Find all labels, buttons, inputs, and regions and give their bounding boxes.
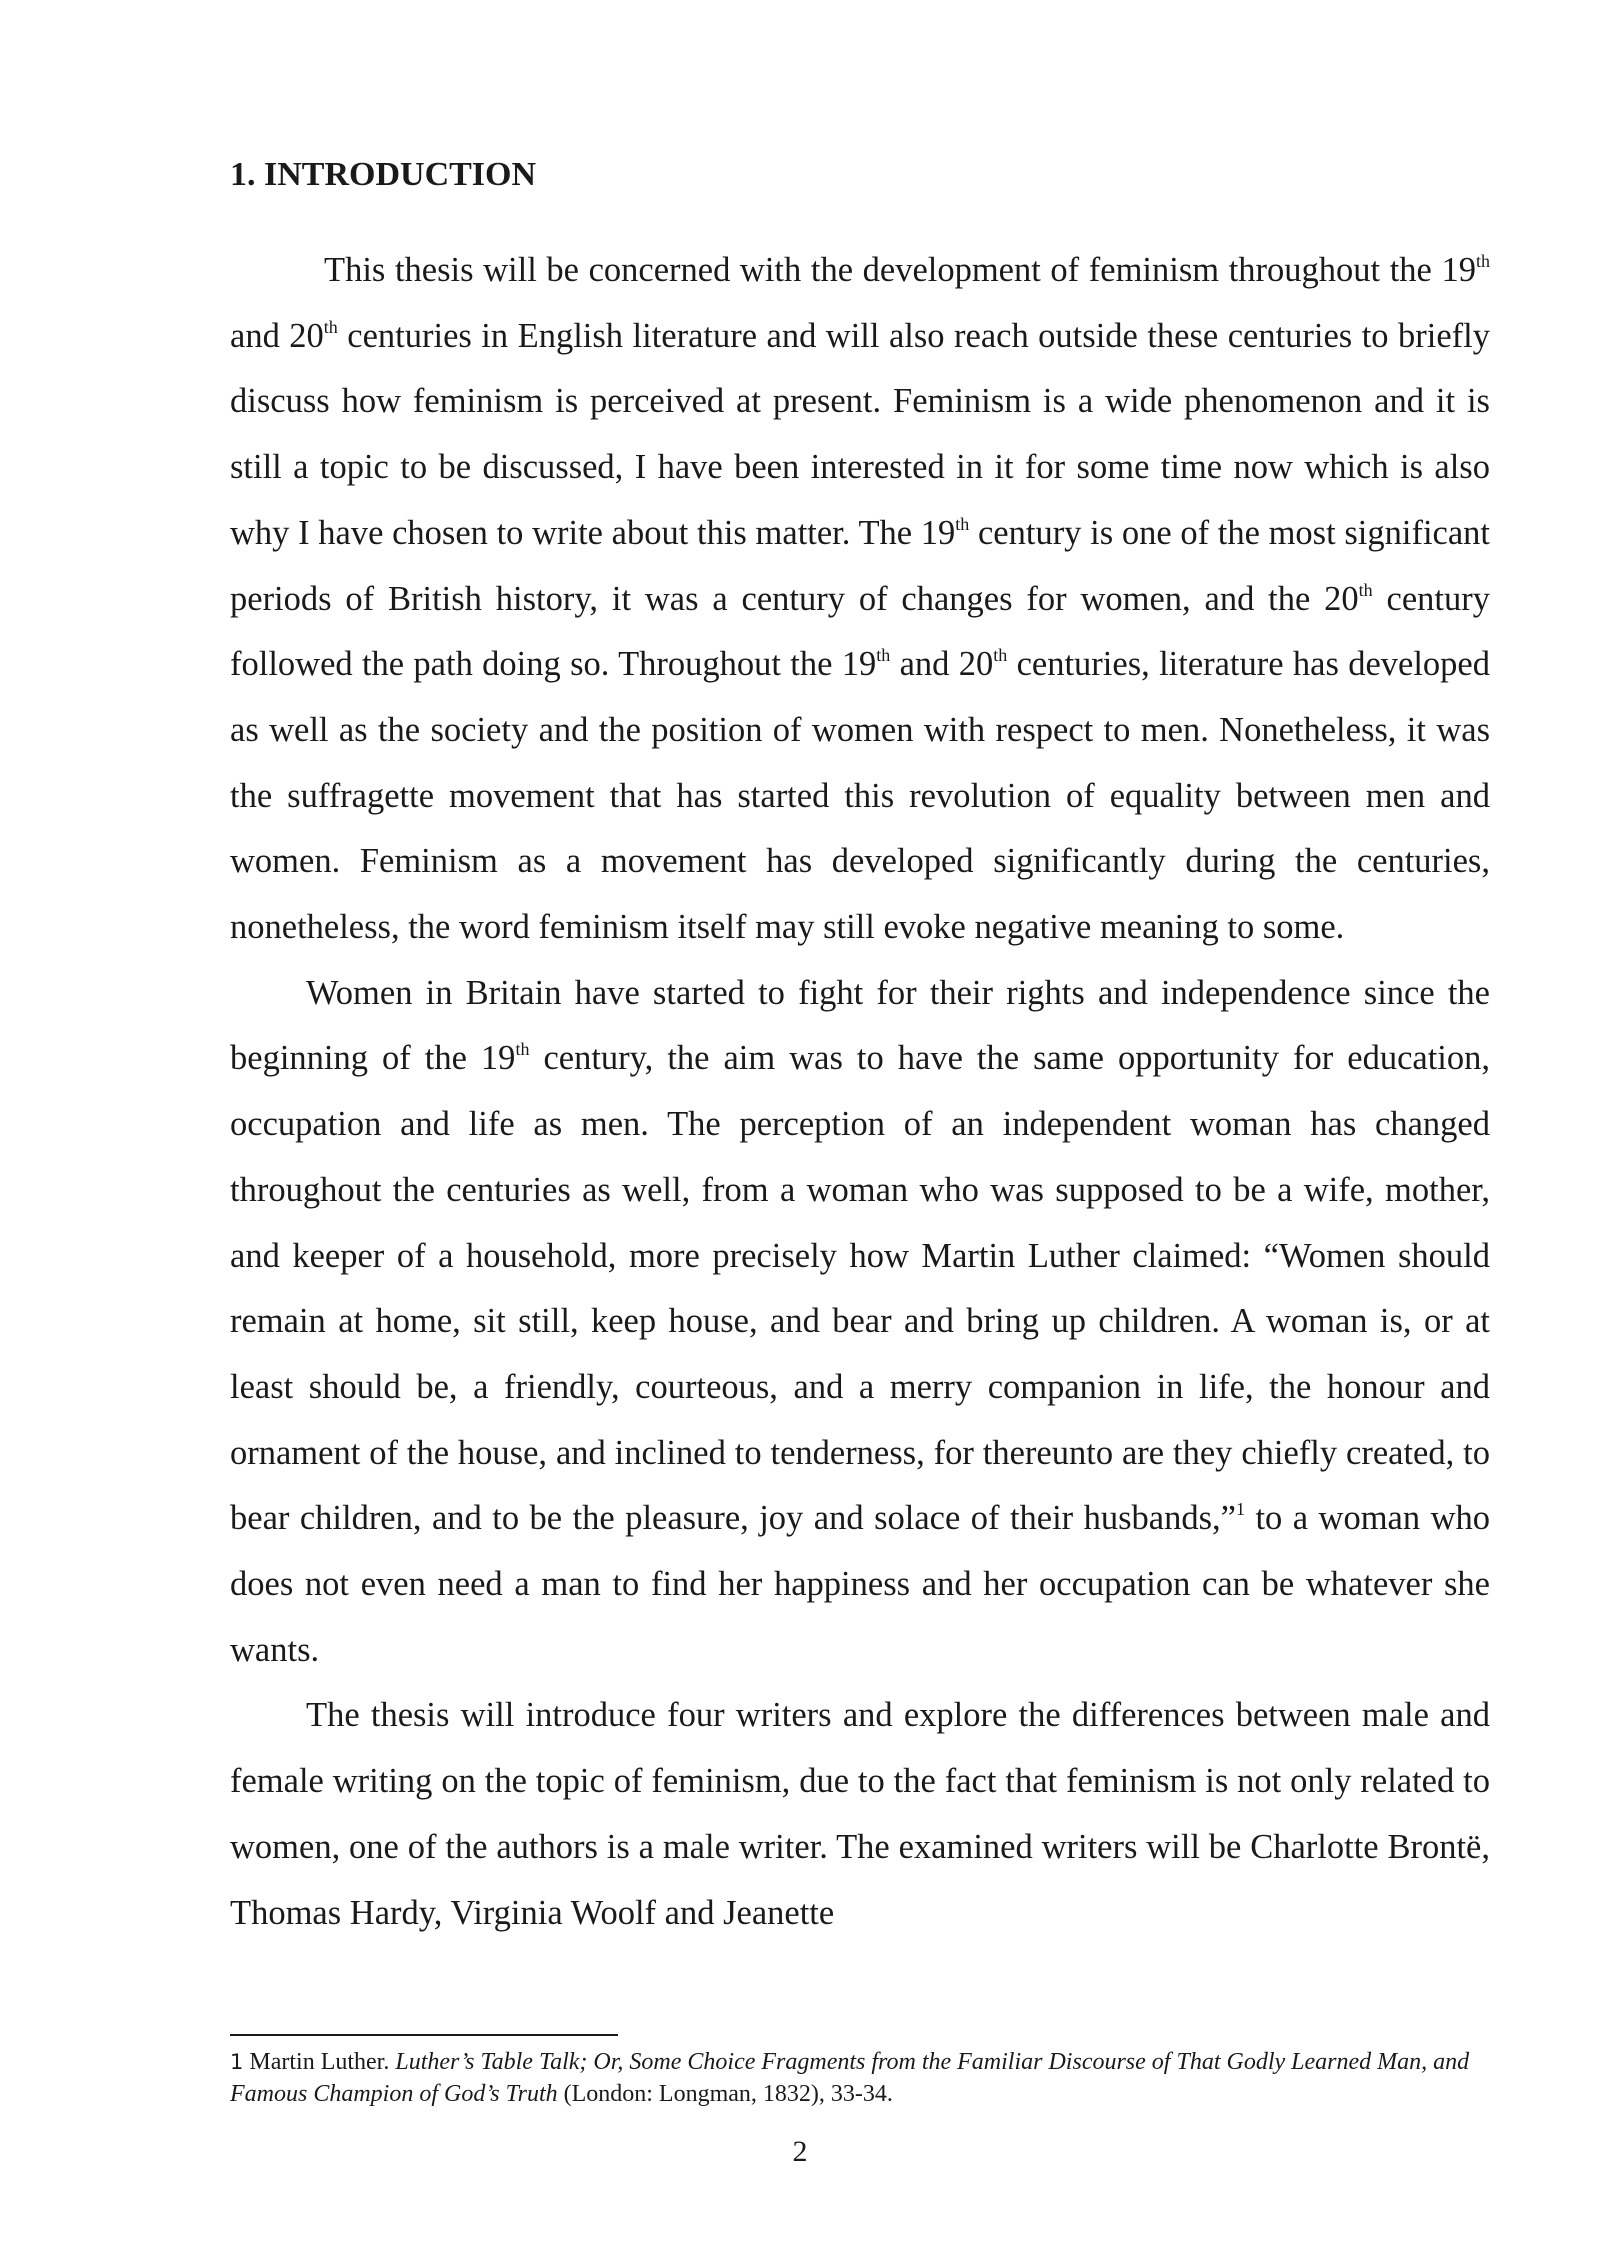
text-run: and 20 <box>230 316 324 355</box>
footnote-title: Luther’s Table Talk; Or, Some Choice Fragments from the Familiar Discourse of That Godly Learned Man, and Famous Champion of God’s Truth <box>230 2049 1470 2107</box>
text-run: to a woman who does not even need a man to find her happiness and her occupation can be whatever she wants. <box>230 1499 1490 1669</box>
footnote-number: 1 <box>230 2050 244 2074</box>
section-heading: 1. INTRODUCTION <box>230 156 537 193</box>
text-run: century, the aim was to have the same opportunity for education, occupation and life as men. The perception of an independent woman has changed throughout the centuries as well, from a woman who was supposed to be a wife, mother, and keeper of a household, more precisely how Martin Luther claimed: “Women should remain at home, sit still, keep house, and bear and bring up children. A woman is, or at least should be, a friendly, courteous, and a merry companion in life, the honour and ornament of the house, and inclined to tenderness, for thereunto are they chiefly created, to bear children, and to be the pleasure, joy and solace of their husbands,” <box>230 1039 1490 1538</box>
footnote-publication: (London: Longman, 1832), 33-34. <box>557 2081 893 2107</box>
text-run: century followed the path doing so. Throughout the 19 <box>230 579 1490 684</box>
text-run: Women in Britain have started to fight for their rights and independence since the beginning of the 19 <box>230 973 1490 1078</box>
paragraph-2 <box>230 961 1490 1684</box>
paragraph-1 <box>230 238 1490 961</box>
ordinal-suffix: th <box>1475 251 1490 271</box>
text-run: centuries, literature has developed as well as the society and the position of women with respect to men. Nonetheless, it was the suffragette movement that has started this revolution of equality between men and women. Feminism as a movement has developed significantly during the centuries, nonetheless, the word feminism itself may still evoke negative meaning to some. <box>230 645 1490 947</box>
page-number: 2 <box>792 2135 808 2168</box>
ordinal-suffix: th <box>876 645 891 666</box>
paragraph-3 <box>230 1683 1490 1946</box>
text-run: and 20 <box>890 645 994 684</box>
ordinal-suffix: th <box>993 645 1008 666</box>
ordinal-suffix: th <box>515 1039 530 1060</box>
ordinal-suffix: th <box>1358 579 1373 600</box>
text-run: centuries in English literature and will also reach outside these centuries to briefly discuss how feminism is perceived at present. Feminism is a wide phenomenon and it is still a topic to be discussed, I have been interested in it for some time now which is also why I have chosen to write about this matter. The 19 <box>230 316 1490 552</box>
footnote-author: Martin Luther. <box>243 2049 396 2075</box>
footnote-1 <box>230 2046 1490 2110</box>
page-body <box>230 150 1490 1946</box>
text-run: The thesis will introduce four writers and explore the differences between male and female writing on the topic of feminism, due to the fact that feminism is not only related to women, one of the authors is a male writer. The examined writers will be Charlotte Brontë, Thomas Hardy, Virginia Woolf and Jeanette <box>230 1696 1490 1932</box>
footnote-separator <box>230 2034 618 2036</box>
text-run: century is one of the most significant periods of British history, it was a century of changes for women, and the 20 <box>230 513 1490 618</box>
ordinal-suffix: th <box>323 316 338 337</box>
footnote-reference[interactable]: 1 <box>1235 1499 1245 1520</box>
ordinal-suffix: th <box>955 513 970 534</box>
text-run: This thesis will be concerned with the development of feminism throughout the 19 <box>324 251 1476 289</box>
